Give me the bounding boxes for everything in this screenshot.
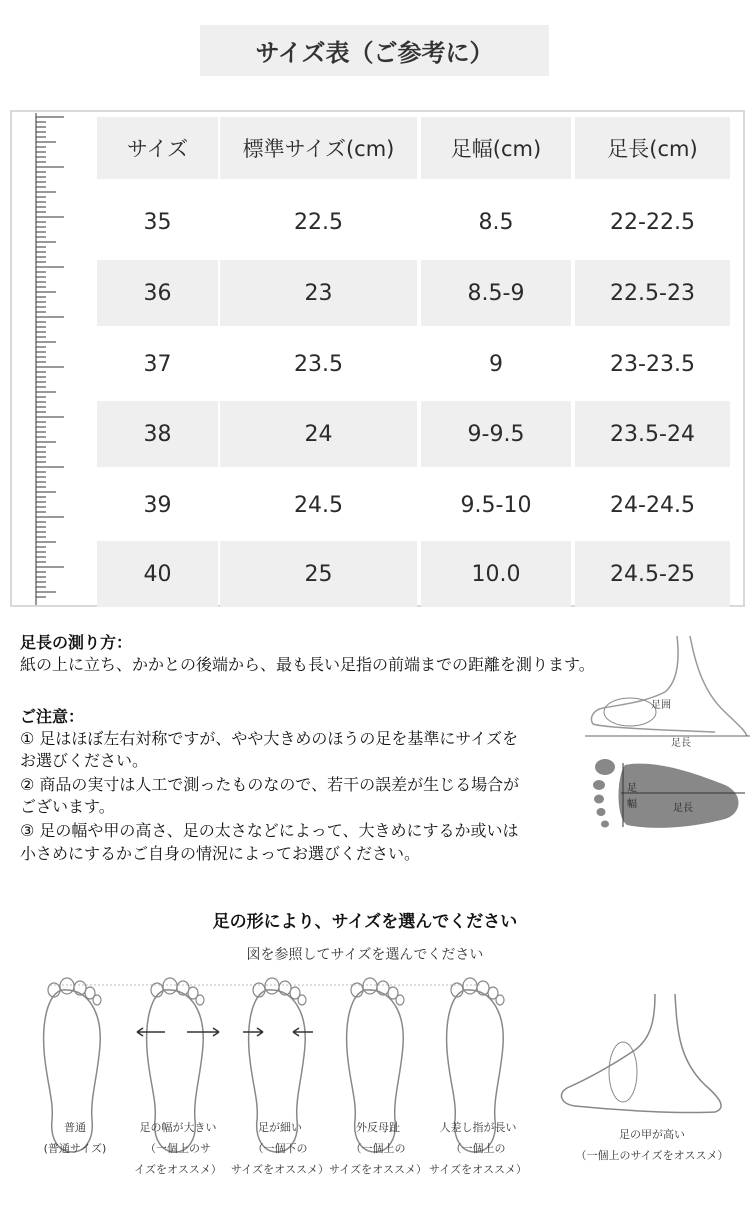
notes-heading: ご注意： xyxy=(20,707,85,726)
table-cell: 22.5-23 xyxy=(575,260,730,326)
high-instep-foot-icon xyxy=(555,990,735,1120)
table-cell: 23 xyxy=(220,260,417,326)
table-header-cell: 足幅(cm) xyxy=(421,117,571,179)
table-cell: 22.5 xyxy=(294,209,343,235)
foot-type-desc: サイズをオススメ） xyxy=(328,1163,427,1176)
foot-type-desc: イズをオススメ） xyxy=(134,1163,222,1176)
table-cell: 8.5 xyxy=(478,209,514,235)
length-side-label: 足長 xyxy=(671,738,691,749)
table-cell: 8.5-9 xyxy=(421,260,571,326)
foot-type-caption xyxy=(572,1124,732,1166)
note-line: お選びください。 xyxy=(20,751,149,770)
table-cell: 24-24.5 xyxy=(610,492,695,518)
note-line: ① 足はほぼ左右対称ですが、やや大きめのほうの足を基準にサイズを xyxy=(20,729,519,748)
foot-type-name: 普通 xyxy=(64,1121,86,1134)
table-header-cell: 足長(cm) xyxy=(575,117,730,179)
page-title: サイズ表（ご参考に） xyxy=(200,25,549,76)
ruler-graphic xyxy=(22,113,88,605)
table-cell: 22-22.5 xyxy=(610,209,695,235)
table-cell: 9.5-10 xyxy=(460,492,532,518)
foot-type-name: 足の幅が大きい xyxy=(139,1121,217,1134)
table-header-cell: 標準サイズ(cm) xyxy=(220,117,417,179)
table-cell: 23.5 xyxy=(294,351,343,377)
note-line: ② 商品の実寸は人工で測ったものなので、若干の誤差が生じる場合が xyxy=(20,775,520,794)
foot-type-desc: サイズをオススメ） xyxy=(428,1163,527,1176)
foot-type-desc: （一個上のサ xyxy=(145,1142,211,1155)
foot-sole-diagram xyxy=(585,755,750,835)
measure-heading: 足長の測り方： xyxy=(20,633,133,652)
width-vertical-label-1: 足 xyxy=(627,783,637,794)
table-cell: 24.5-25 xyxy=(575,541,730,607)
table-header-cell: サイズ xyxy=(97,117,218,179)
table-cell: 37 xyxy=(143,351,172,377)
table-cell: 36 xyxy=(97,260,218,326)
foot-type-name: 人差し指が長い xyxy=(439,1121,517,1134)
note-line: ③ 足の幅や甲の高さ、足の太さなどによって、大きめにするか或いは xyxy=(20,821,519,840)
table-cell: 39 xyxy=(143,492,172,518)
foot-type-desc: (普通サイズ) xyxy=(43,1142,107,1155)
foot-type-caption xyxy=(398,1117,558,1180)
foot-type-desc: サイズをオススメ） xyxy=(230,1163,329,1176)
feet-section-subtitle: 図を参照してサイズを選んでください xyxy=(246,947,484,963)
foot-type-desc: （一個上のサイズをオススメ） xyxy=(575,1149,729,1162)
table-cell: 35 xyxy=(143,209,172,235)
foot-type-desc: （一個下の xyxy=(252,1142,308,1155)
circumference-label: 足囲 xyxy=(651,700,671,711)
table-cell: 24 xyxy=(220,401,417,467)
table-cell: 23.5-24 xyxy=(575,401,730,467)
table-cell: 25 xyxy=(220,541,417,607)
table-cell: 38 xyxy=(97,401,218,467)
foot-type-name: 足の甲が高い xyxy=(619,1128,685,1141)
table-cell: 24.5 xyxy=(294,492,343,518)
table-cell: 23-23.5 xyxy=(610,351,695,377)
note-line: ございます。 xyxy=(20,797,115,816)
table-cell: 9-9.5 xyxy=(421,401,571,467)
width-vertical-label-2: 幅 xyxy=(627,799,637,810)
table-cell: 10.0 xyxy=(421,541,571,607)
foot-type-desc: （一個上の xyxy=(350,1142,406,1155)
table-cell: 40 xyxy=(97,541,218,607)
table-cell: 9 xyxy=(489,351,503,377)
foot-type-name: 足が細い xyxy=(258,1121,302,1134)
length-sole-label: 足長 xyxy=(673,803,693,814)
foot-type-desc: （一個上の xyxy=(450,1142,506,1155)
note-line: 小さめにするかご自身の情況によってお選びください。 xyxy=(20,844,421,863)
measure-text: 紙の上に立ち、かかとの後端から、最も長い足指の前端までの距離を測ります。 xyxy=(20,655,595,674)
feet-section-title: 足の形により、サイズを選んでください xyxy=(212,912,518,932)
foot-type-name: 外反母趾 xyxy=(356,1121,400,1134)
foot-side-diagram xyxy=(585,632,750,752)
